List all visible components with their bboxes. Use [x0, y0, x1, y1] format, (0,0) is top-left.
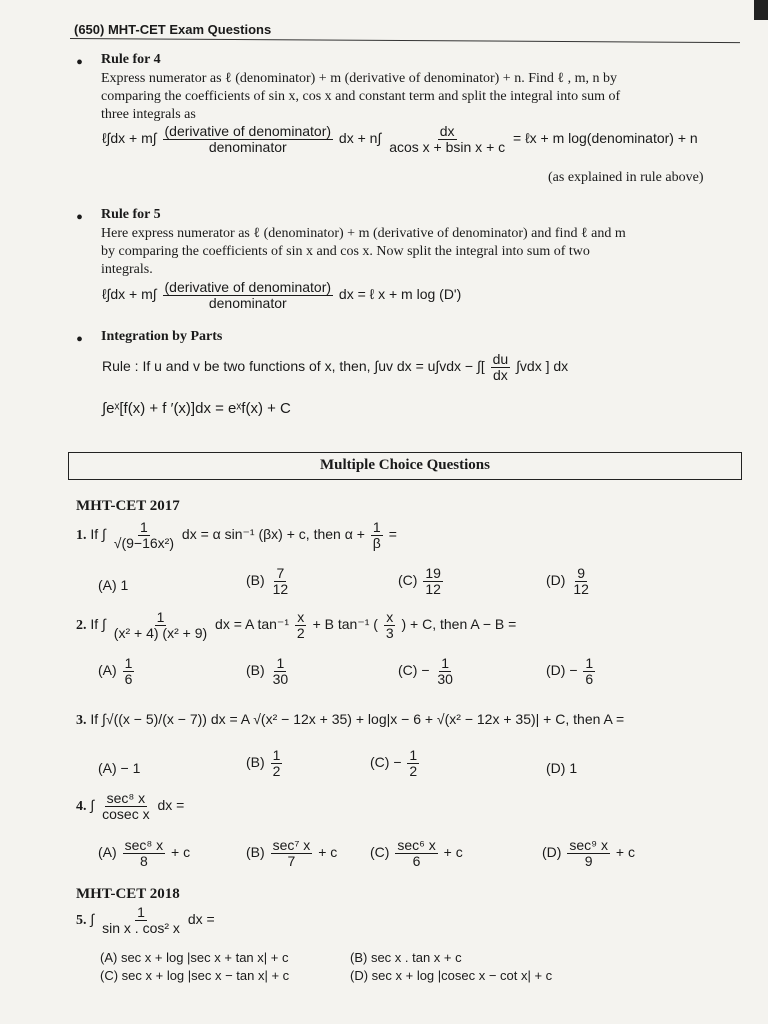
- rule5-frac-den: denominator: [208, 295, 287, 311]
- rule4-formula: [102, 124, 698, 155]
- header-rule: [70, 38, 740, 43]
- q4-option-a: (A) $\frac{\text{sec⁸ x}}{8}$ + c: [98, 837, 191, 869]
- q2-option-c: (C) − $\frac{1}{30}$: [398, 655, 453, 687]
- q2-fraction-3: $\frac{x}{3}$: [385, 609, 394, 641]
- q5-fraction: [100, 905, 182, 936]
- q1-frac-den: √(9−16x²): [113, 535, 175, 551]
- parts-heading: Integration by Parts: [101, 329, 223, 344]
- rule4-line3: three integrals as: [101, 107, 196, 122]
- rule5-line2: by comparing the coefficients of sin x and cos x. Now split the integral into sum of two: [101, 244, 590, 259]
- parts-rule: [102, 352, 568, 383]
- q2-fraction: [112, 610, 209, 641]
- parts-frac-den: dx: [493, 367, 508, 383]
- bullet-icon: •: [76, 52, 84, 74]
- q5-pre: ∫: [90, 911, 95, 928]
- q1-frac-num: 1: [140, 519, 148, 535]
- q5-option-a: (A) sec x + log |sec x + tan x| + c: [100, 950, 289, 965]
- question-number: 2.: [76, 618, 87, 634]
- question-3: [76, 711, 624, 729]
- q1-option-d: (D) $\frac{9}{12}$: [546, 565, 589, 597]
- q4-option-b: (B) $\frac{\text{sec⁷ x}}{7}$ + c: [246, 837, 338, 869]
- q3-text: If ∫√((x − 5)/(x − 7)) dx = A √(x² − 12x + 35) + log|x − 6 + √(x² − 12x + 35)| + C, then A =: [90, 711, 625, 727]
- q4-pre: ∫: [90, 797, 95, 814]
- q4-fraction: [100, 791, 151, 822]
- parts-rule-text: Rule : If u and v be two functions of x, then, ∫uv dx = u∫vdx − ∫[: [102, 358, 485, 375]
- q1-frac2-den: β: [372, 535, 381, 551]
- q5-option-c: (C) sec x + log |sec x − tan x| + c: [100, 968, 290, 983]
- rule4-line1: Express numerator as ℓ (denominator) + m (derivative of denominator) + n. Find ℓ , m, n by: [101, 71, 617, 86]
- question-1: [76, 520, 397, 551]
- rule5-formula: [102, 280, 461, 311]
- q1-frac2-num: 1: [372, 519, 381, 535]
- rule5-frac-num: (derivative of denominator): [164, 279, 332, 295]
- q1-option-c: (C) $\frac{19}{12}$: [398, 565, 441, 597]
- question-number: 5.: [76, 913, 87, 929]
- question-4: [76, 791, 184, 822]
- question-2: [76, 610, 516, 641]
- q5-option-b: (B) sec x . tan x + c: [350, 950, 462, 965]
- q2-option-b: (B) $\frac{1}{30}$: [246, 655, 289, 687]
- question-number: 4.: [76, 799, 87, 815]
- rule4-formula-post: = ℓx + m log(denominator) + n: [513, 130, 698, 147]
- rule4-fraction-1: [163, 124, 334, 155]
- q3-option-d: (D) 1: [546, 760, 578, 776]
- rule5-line1: Here express numerator as ℓ (denominator) + m (derivative of denominator) and find ℓ and m: [101, 226, 626, 241]
- q4-frac-den: cosec x: [102, 806, 150, 822]
- section-2018: MHT-CET 2018: [76, 886, 180, 902]
- q4-post: dx =: [157, 797, 185, 814]
- bullet-icon: •: [76, 207, 84, 229]
- parts-fraction: [491, 352, 511, 383]
- q2-fraction-2: $\frac{x}{2}$: [296, 609, 305, 641]
- question-5: [76, 905, 215, 936]
- rule4-fraction-2: [387, 124, 507, 155]
- rule5-formula-post: dx = ℓ x + m log (D'): [338, 286, 462, 303]
- question-number: 3.: [76, 713, 87, 728]
- q1-fraction: [112, 520, 176, 551]
- q1-option-a: (A) 1: [98, 577, 129, 593]
- q2-frac-num: 1: [156, 609, 165, 625]
- q2-option-a: (A) $\frac{1}{6}$: [98, 655, 133, 687]
- rule4-line2: comparing the coefficients of sin x, cos x and constant term and split the integral into sum of: [101, 89, 621, 104]
- q1-option-b: (B) $\frac{7}{12}$: [246, 565, 289, 597]
- q5-post: dx =: [187, 911, 215, 928]
- q4-option-d: (D) $\frac{\text{sec⁹ x}}{9}$ + c: [542, 837, 635, 869]
- mcq-title: Multiple Choice Questions: [319, 457, 490, 473]
- q2-option-d: (D) − $\frac{1}{6}$: [546, 655, 594, 687]
- rule5-heading: Rule for 5: [101, 207, 161, 222]
- q5-option-d: (D) sec x + log |cosec x − cot x| + c: [350, 968, 553, 983]
- rule5-line3: integrals.: [101, 262, 153, 277]
- page-header: (650) MHT-CET Exam Questions: [74, 22, 272, 37]
- q3-option-a: (A) − 1: [98, 760, 141, 776]
- q1-fraction-2: [371, 520, 383, 551]
- rule4-formula-mid: dx + n∫: [338, 130, 382, 147]
- q1-post: dx = α sin⁻¹ (βx) + c, then α +: [181, 526, 365, 543]
- rule4-frac2-num: dx: [439, 123, 455, 139]
- q1-pre: If ∫: [90, 526, 106, 543]
- rule5-formula-pre: ℓ∫dx + m∫: [102, 286, 157, 303]
- rule4-heading: Rule for 4: [101, 52, 161, 67]
- mcq-header-box: [68, 452, 742, 480]
- rule4-formula-pre: ℓ∫dx + m∫: [102, 130, 157, 147]
- bullet-icon: •: [76, 329, 84, 351]
- page-edge-shadow: [754, 0, 768, 20]
- q3-option-b: (B) $\frac{1}{2}$: [246, 747, 281, 779]
- rule4-note: (as explained in rule above): [548, 170, 704, 185]
- q2-mid2: + B tan⁻¹ (: [312, 616, 378, 633]
- parts-rule-end: ∫vdx ] dx: [516, 358, 569, 375]
- q2-pre: If ∫: [90, 616, 106, 633]
- q3-option-c: (C) − $\frac{1}{2}$: [370, 747, 418, 779]
- q4-frac-num: sec⁸ x: [106, 790, 146, 806]
- rule4-frac2-den: acos x + bsin x + c: [389, 139, 506, 155]
- rule5-fraction: [163, 280, 334, 311]
- q1-end: =: [388, 526, 397, 543]
- question-number: 1.: [76, 528, 87, 544]
- q2-frac-den: (x² + 4) (x² + 9): [113, 625, 208, 641]
- q4-option-c: (C) $\frac{\text{sec⁶ x}}{6}$ + c: [370, 837, 463, 869]
- q2-end: ) + C, then A − B =: [401, 616, 517, 633]
- rule4-frac1-den: denominator: [208, 139, 287, 155]
- q5-frac-den: sin x . cos² x: [102, 920, 180, 936]
- q5-frac-num: 1: [137, 904, 145, 920]
- q2-mid: dx = A tan⁻¹: [215, 616, 289, 633]
- parts-formula2: ∫eˣ[f(x) + f ′(x)]dx = eˣf(x) + C: [102, 400, 291, 417]
- rule4-frac1-num: (derivative of denominator): [164, 123, 332, 139]
- section-2017: MHT-CET 2017: [76, 498, 180, 514]
- parts-frac-num: du: [492, 351, 509, 367]
